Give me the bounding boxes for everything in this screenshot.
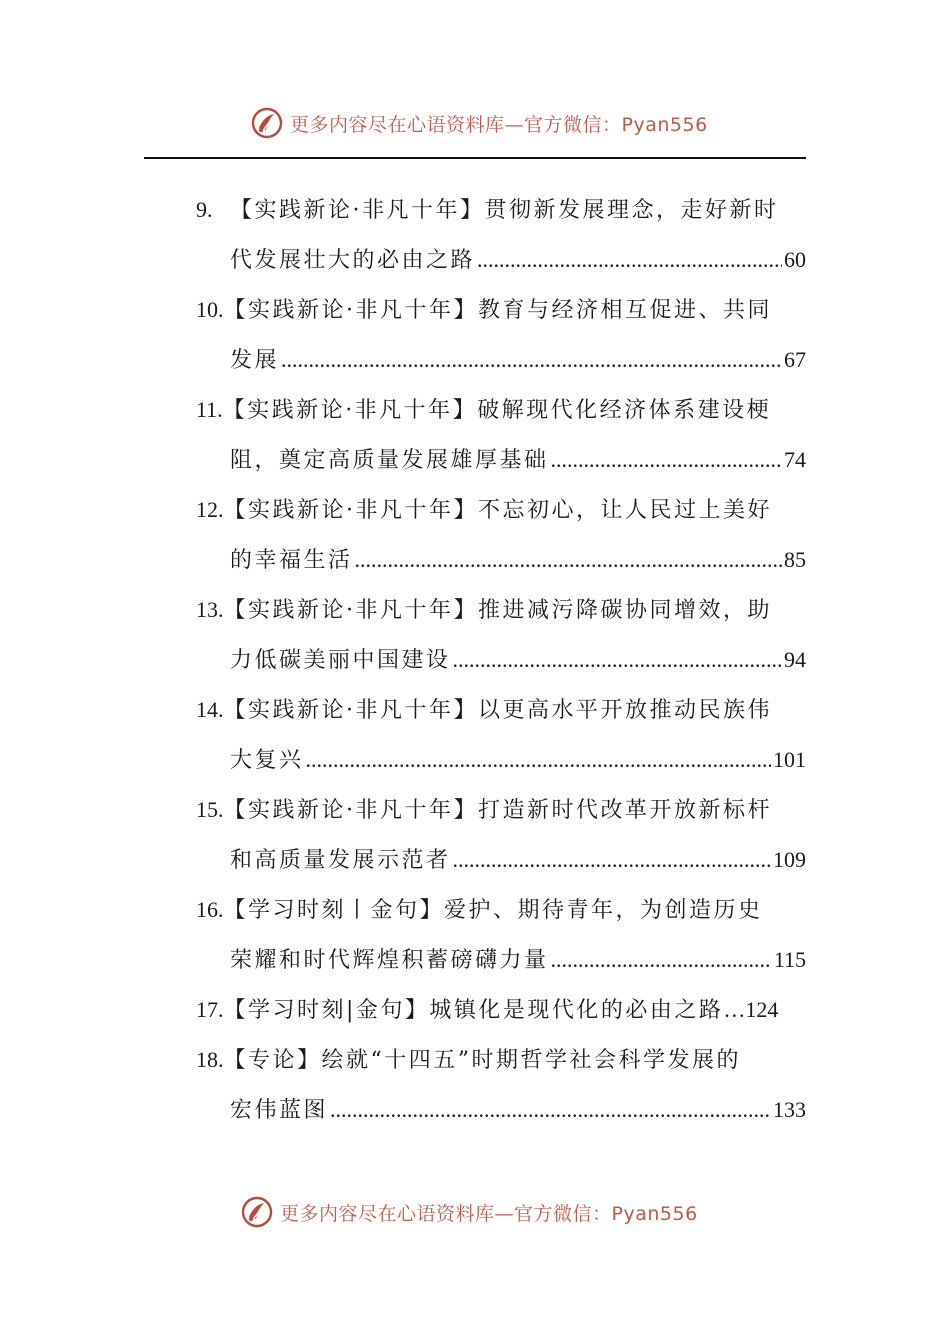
toc-entry[interactable] <box>196 385 806 485</box>
entry-title-line1: 【实践新论·非凡十年】教育与经济相互促进、共同 <box>223 298 772 323</box>
page-number: 85 <box>784 547 806 572</box>
entry-title-line2: 大复兴 <box>230 748 304 773</box>
page-number: 133 <box>773 1097 806 1122</box>
dot-leader <box>453 635 782 685</box>
entry-number: 18. <box>196 1047 224 1072</box>
entry-title-line2: 荣耀和时代辉煌积蓄磅礴力量 <box>230 948 549 973</box>
entry-title-line2: 和高质量发展示范者 <box>230 848 451 873</box>
entry-title-line2: 阻，奠定高质量发展雄厚基础 <box>230 448 549 473</box>
dot-leader <box>306 735 771 785</box>
page-number: 101 <box>773 747 806 772</box>
dot-leader <box>453 835 771 885</box>
header-divider <box>144 157 806 159</box>
entry-title-line2: 力低碳美丽中国建设 <box>230 648 451 673</box>
toc-entry[interactable] <box>196 285 806 385</box>
entry-title-line1: 【实践新论·非凡十年】破解现代化经济体系建设梗 <box>222 398 772 423</box>
entry-title: 【学习时刻|金句】城镇化是现代化的必由之路 <box>223 998 724 1023</box>
page-number: 115 <box>773 947 806 972</box>
entry-title-line1: 【学习时刻丨金句】爱护、期待青年，为创造历史 <box>223 898 763 923</box>
entry-title-line1: 【实践新论·非凡十年】打造新时代改革开放新标杆 <box>223 798 772 823</box>
brand-logo-icon <box>240 1195 274 1229</box>
header-watermark <box>250 103 708 143</box>
watermark-id: Pyan556 <box>611 1202 698 1225</box>
entry-ellipsis: … <box>723 997 746 1022</box>
dot-leader <box>355 535 782 585</box>
toc-entry[interactable] <box>196 685 806 785</box>
table-of-contents <box>196 185 806 1135</box>
footer-watermark <box>240 1192 698 1232</box>
watermark-id: Pyan556 <box>621 113 708 136</box>
toc-entry[interactable] <box>196 585 806 685</box>
entry-number: 12. <box>196 497 224 522</box>
entry-number: 11. <box>196 397 223 422</box>
page-number: 109 <box>773 847 806 872</box>
page-number: 74 <box>784 447 806 472</box>
dot-leader <box>330 1085 771 1135</box>
watermark-text: 更多内容尽在心语资料库—官方微信： <box>290 113 622 136</box>
dot-leader <box>551 435 782 485</box>
toc-entry[interactable] <box>196 485 806 585</box>
page-number: 67 <box>784 347 806 372</box>
page-number: 94 <box>784 647 806 672</box>
entry-title-line2: 宏伟蓝图 <box>230 1098 329 1123</box>
entry-title-line2: 发展 <box>230 348 280 373</box>
brand-logo-icon <box>250 106 284 140</box>
entry-number: 14. <box>196 697 224 722</box>
dot-leader <box>477 235 782 285</box>
toc-entry[interactable] <box>196 785 806 885</box>
page-number: 124 <box>745 997 779 1022</box>
toc-entry[interactable] <box>196 1035 806 1135</box>
toc-entry[interactable] <box>196 985 806 1035</box>
entry-title-line1: 【专论】绘就“十四五”时期哲学社会科学发展的 <box>223 1048 741 1073</box>
entry-title-line1: 【实践新论·非凡十年】以更高水平开放推动民族伟 <box>223 698 772 723</box>
toc-entry[interactable] <box>196 185 806 285</box>
dot-leader <box>281 335 782 385</box>
entry-title-line2: 代发展壮大的必由之路 <box>230 248 476 273</box>
entry-number: 15. <box>196 797 224 822</box>
watermark-text: 更多内容尽在心语资料库—官方微信： <box>280 1202 612 1225</box>
entry-title-line1: 【实践新论·非凡十年】贯彻新发展理念，走好新时 <box>230 198 779 223</box>
entry-number: 13. <box>196 597 224 622</box>
dot-leader <box>551 935 772 985</box>
entry-title-line1: 【实践新论·非凡十年】推进减污降碳协同增效，助 <box>223 598 772 623</box>
entry-number: 9. <box>196 197 213 222</box>
entry-number: 17. <box>196 997 224 1022</box>
toc-entry[interactable] <box>196 885 806 985</box>
entry-title-line2: 的幸福生活 <box>230 548 353 573</box>
entry-number: 10. <box>196 297 224 322</box>
page-number: 60 <box>784 247 806 272</box>
entry-title-line1: 【实践新论·非凡十年】不忘初心，让人民过上美好 <box>223 498 772 523</box>
entry-number: 16. <box>196 897 224 922</box>
